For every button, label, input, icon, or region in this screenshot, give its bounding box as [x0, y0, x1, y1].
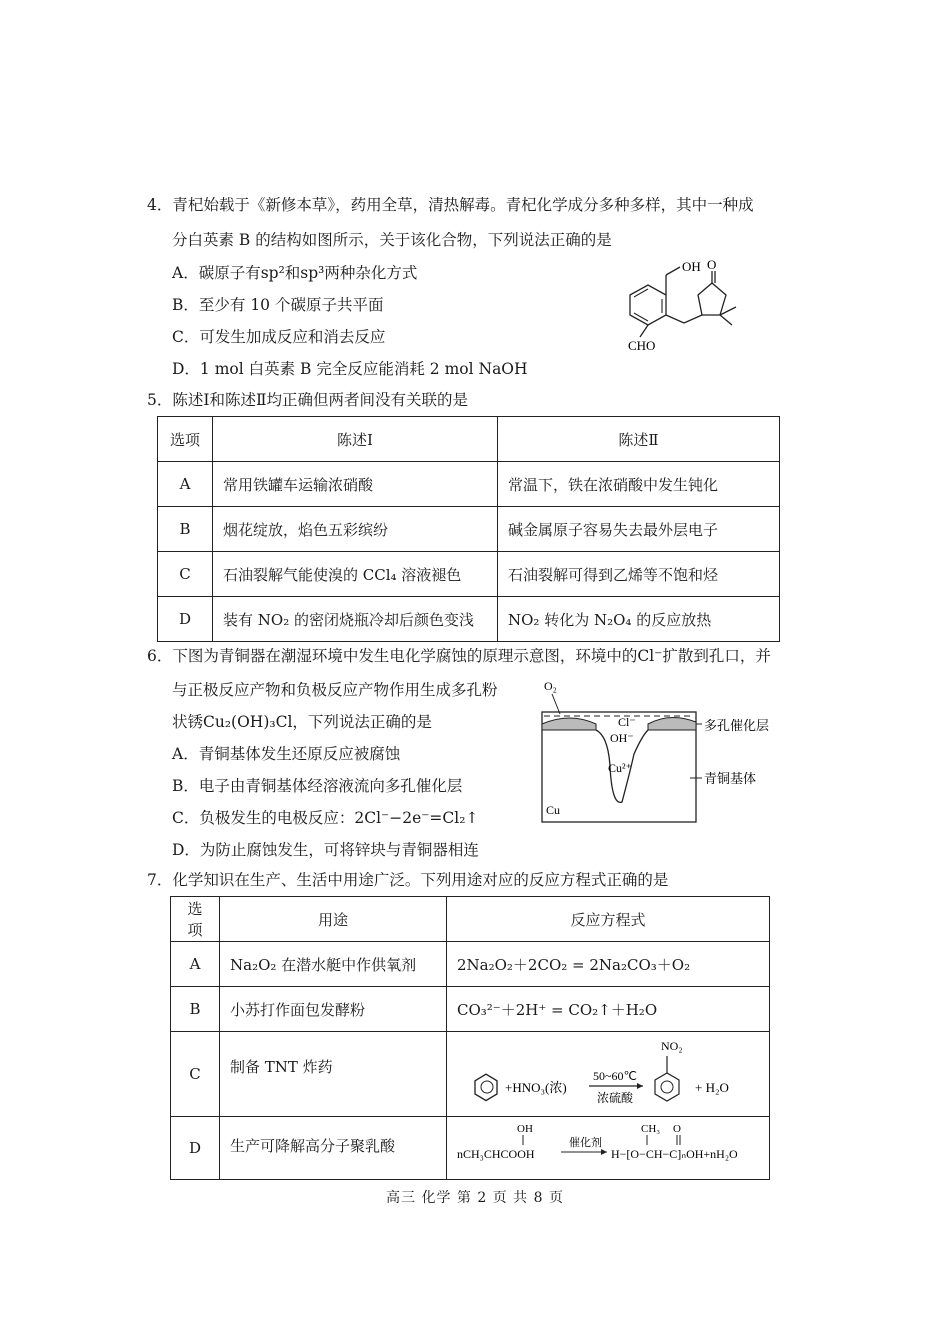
- q7-header-use: 用途: [220, 897, 447, 942]
- q6-cu-label: Cu: [546, 803, 561, 817]
- q4-stem-line1: 4．青杞始载于《新修本草》，药用全草，清热解毒。青杞化学成分多种多样，其中一种成: [147, 196, 754, 214]
- q7-header-option: 选项: [171, 897, 220, 942]
- q4-cho-label: CHO: [628, 338, 656, 353]
- q6-o2-label: O₂: [544, 679, 557, 693]
- q7-row-c-use: 制备 TNT 炸药: [220, 1032, 447, 1117]
- q5-table: [157, 416, 780, 642]
- q7-row-d-equation: [447, 1117, 770, 1180]
- q7-c-equation-graphic: [457, 1034, 757, 1110]
- table-row: [158, 507, 780, 552]
- q7-row-a-option: A: [171, 942, 220, 987]
- q6-option-c: C．负极发生的电极反应：2Cl⁻−2e⁻=Cl₂↑: [172, 809, 479, 827]
- q7-stem: 7．化学知识在生产、生活中用途广泛。下列用途对应的反应方程式正确的是: [147, 871, 669, 889]
- q4-option-b: B．至少有 10 个碳原子共平面: [172, 296, 384, 314]
- q6-option-d: D．为防止腐蚀发生，可将锌块与青铜器相连: [172, 841, 479, 859]
- q5-row-c-statement1: 石油裂解气能使溴的 CCl₄ 溶液褪色: [213, 552, 498, 597]
- q5-row-a-option: A: [158, 462, 213, 507]
- q7-row-c-equation: [447, 1032, 770, 1117]
- q5-header-statement1: 陈述Ⅰ: [213, 417, 498, 462]
- q7-c-h2o: + H₂O: [695, 1080, 729, 1095]
- q4-option-d: D．1 mol 白英素 B 完全反应能消耗 2 mol NaOH: [172, 360, 528, 378]
- q7-row-c-option: C: [171, 1032, 220, 1117]
- q7-d-o: O: [673, 1123, 681, 1135]
- q4-structure-diagram: [600, 255, 780, 355]
- table-row: [158, 597, 780, 642]
- q6-cu2-label: Cu²⁺: [608, 761, 632, 775]
- q4-option-c: C．可发生加成反应和消去反应: [172, 328, 386, 346]
- table-row: [171, 942, 770, 987]
- q7-d-equation-graphic: [457, 1118, 757, 1174]
- q5-header-row: [158, 417, 780, 462]
- q6-oh-label: OH⁻: [610, 731, 634, 745]
- table-row: [171, 1117, 770, 1180]
- q6-corrosion-diagram: [530, 676, 780, 826]
- q7-row-a-equation: 2Na₂O₂＋2CO₂ = 2Na₂CO₃＋O₂: [447, 942, 770, 987]
- q7-row-b-equation: CO₃²⁻＋2H⁺ = CO₂↑＋H₂O: [447, 987, 770, 1032]
- table-row: [158, 462, 780, 507]
- q6-option-a: A．青铜基体发生还原反应被腐蚀: [172, 745, 401, 763]
- table-row: [158, 552, 780, 597]
- q5-row-d-option: D: [158, 597, 213, 642]
- q7-row-b-option: B: [171, 987, 220, 1032]
- q7-c-hno3: +HNO₃(浓): [505, 1080, 567, 1095]
- q5-row-d-statement2: NO₂ 转化为 N₂O₄ 的反应放热: [498, 597, 780, 642]
- q6-catalyst-layer-label: 多孔催化层: [704, 718, 770, 733]
- q7-c-condition-temp: 50~60℃: [593, 1069, 637, 1083]
- q5-row-a-statement1: 常用铁罐车运输浓硝酸: [213, 462, 498, 507]
- q7-row-a-use: Na₂O₂ 在潜水艇中作供氧剂: [220, 942, 447, 987]
- q4-carbonyl-o-label: O: [707, 257, 717, 272]
- q7-row-d-option: D: [171, 1117, 220, 1180]
- q7-header-row: [171, 897, 770, 942]
- q4-option-a: A．碳原子有sp²和sp³两种杂化方式: [172, 264, 418, 282]
- q4-oh-label: OH: [682, 259, 701, 274]
- q5-row-b-option: B: [158, 507, 213, 552]
- q5-row-b-statement1: 烟花绽放，焰色五彩缤纷: [213, 507, 498, 552]
- q5-header-statement2: 陈述Ⅱ: [498, 417, 780, 462]
- q6-cl-label: Cl⁻: [618, 715, 636, 729]
- q6-stem-line2: 与正极反应产物和负极反应产物作用生成多孔粉: [172, 681, 498, 699]
- q6-stem-line1: 6．下图为青铜器在潮湿环境中发生电化学腐蚀的原理示意图，环境中的Cl⁻扩散到孔口，并: [147, 647, 771, 665]
- q7-d-catalyst: 催化剂: [569, 1137, 602, 1149]
- q5-row-d-statement1: 装有 NO₂ 的密闭烧瓶冷却后颜色变浅: [213, 597, 498, 642]
- q5-row-c-option: C: [158, 552, 213, 597]
- q4-stem-line2: 分白英素 B 的结构如图所示，关于该化合物，下列说法正确的是: [172, 231, 612, 249]
- q7-header-equation: 反应方程式: [447, 897, 770, 942]
- q6-stem-line3: 状锈Cu₂(OH)₃Cl，下列说法正确的是: [172, 713, 432, 731]
- table-row: [171, 987, 770, 1032]
- q7-row-b-use: 小苏打作面包发酵粉: [220, 987, 447, 1032]
- q7-row-d-use: 生产可降解高分子聚乳酸: [220, 1117, 447, 1180]
- q6-bronze-base-label: 青铜基体: [704, 771, 757, 786]
- table-row: [171, 1032, 770, 1117]
- q7-d-reactant: nCH₃CHCOOH: [457, 1147, 535, 1161]
- q5-header-option: 选项: [158, 417, 213, 462]
- q7-d-product: H−[O−CH−C]ₙOH+nH₂O: [611, 1147, 738, 1161]
- page-footer: 高三 化学 第 2 页 共 8 页: [386, 1190, 564, 1206]
- q5-row-c-statement2: 石油裂解可得到乙烯等不饱和烃: [498, 552, 780, 597]
- q7-table: [170, 896, 770, 1180]
- q7-c-condition-acid: 浓硫酸: [597, 1091, 634, 1105]
- q6-option-b: B．电子由青铜基体经溶液流向多孔催化层: [172, 777, 463, 795]
- q7-d-ch3: CH₃: [641, 1123, 661, 1135]
- q5-row-b-statement2: 碱金属原子容易失去最外层电子: [498, 507, 780, 552]
- q7-c-no2: NO₂: [661, 1039, 683, 1053]
- q5-stem: 5．陈述Ⅰ和陈述Ⅱ均正确但两者间没有关联的是: [147, 391, 469, 409]
- q5-row-a-statement2: 常温下，铁在浓硝酸中发生钝化: [498, 462, 780, 507]
- q7-d-oh: OH: [517, 1123, 533, 1135]
